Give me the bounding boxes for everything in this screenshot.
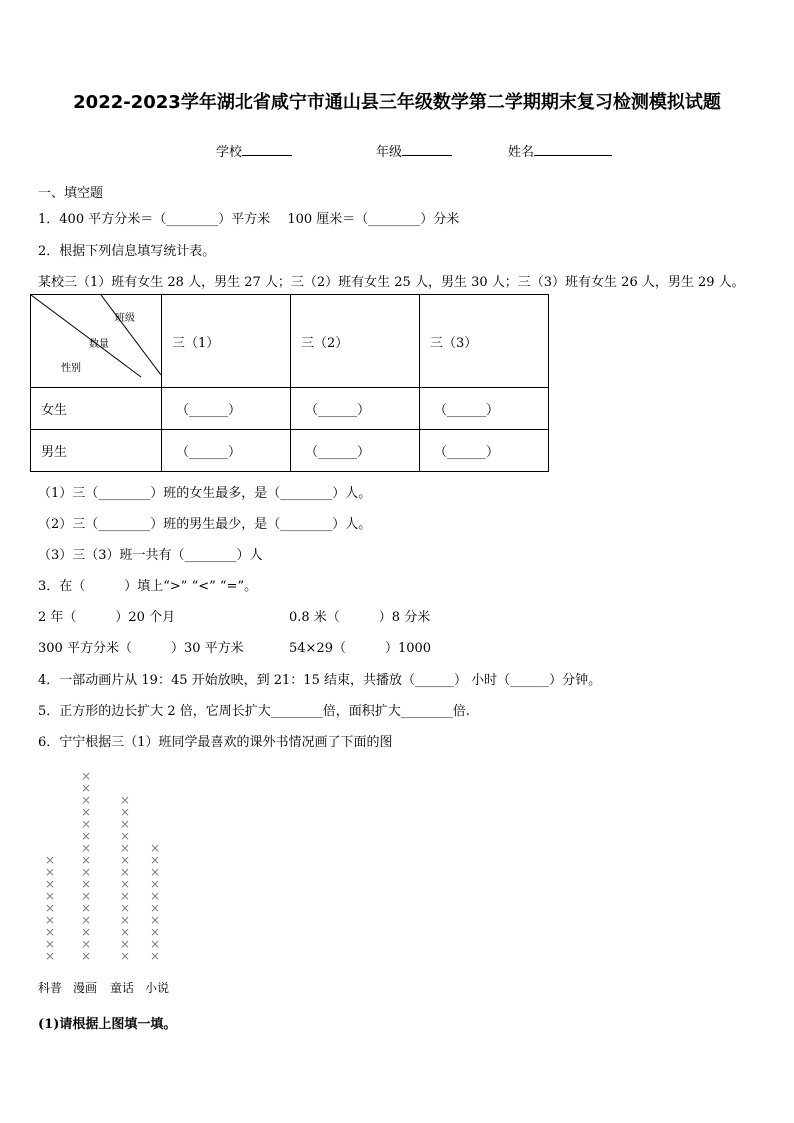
cross-mark: × bbox=[149, 937, 161, 951]
cross-mark: × bbox=[80, 841, 92, 855]
category-label: 童话 bbox=[110, 981, 135, 995]
cross-mark: × bbox=[44, 913, 56, 927]
boys-cell-2[interactable]: （______） bbox=[291, 430, 420, 472]
cross-mark: × bbox=[80, 805, 92, 819]
cross-mark: × bbox=[80, 937, 92, 951]
table-row bbox=[31, 388, 549, 430]
girls-cell-2[interactable]: （______） bbox=[291, 388, 420, 430]
question-4: 4．一部动画片从 19：45 开始放映，到 21：15 结束，共播放（______） 小时（______）分钟。 bbox=[38, 673, 602, 688]
cross-mark: × bbox=[149, 853, 161, 867]
table-row bbox=[31, 430, 549, 472]
cross-mark: × bbox=[80, 877, 92, 891]
question-3: 3．在（ ）填上“>” “<” “=”。 bbox=[38, 579, 258, 594]
grade-field[interactable] bbox=[376, 141, 452, 160]
cross-mark: × bbox=[149, 877, 161, 891]
diag-label-gender: 性别 bbox=[61, 363, 81, 374]
cross-mark: × bbox=[119, 793, 131, 807]
diag-label-class: 班级 bbox=[115, 313, 135, 324]
cross-mark: × bbox=[149, 925, 161, 939]
cross-mark: × bbox=[80, 889, 92, 903]
cross-mark: × bbox=[80, 769, 92, 783]
cross-mark: × bbox=[44, 925, 56, 939]
question-6-sub-1: (1)请根据上图填一填。 bbox=[38, 1017, 177, 1032]
cross-mark: × bbox=[80, 865, 92, 879]
cross-mark: × bbox=[80, 901, 92, 915]
header-class-1: 三（1） bbox=[162, 295, 291, 388]
cross-mark: × bbox=[119, 877, 131, 891]
cross-mark: × bbox=[119, 805, 131, 819]
cross-mark: × bbox=[80, 829, 92, 843]
category-label: 漫画 bbox=[73, 981, 98, 995]
question-1: 1．400 平方分米＝（________）平方米 100 厘米＝（________）分米 bbox=[38, 212, 460, 227]
row-label-girls: 女生 bbox=[31, 388, 162, 430]
header-class-3: 三（3） bbox=[420, 295, 549, 388]
category-label: 小说 bbox=[145, 981, 170, 995]
cross-mark: × bbox=[149, 865, 161, 879]
compare-item-2: 0.8 米（ ）8 分米 bbox=[289, 610, 431, 625]
cross-mark: × bbox=[80, 781, 92, 795]
boys-cell-1[interactable]: （______） bbox=[162, 430, 291, 472]
question-2-info: 某校三（1）班有女生 28 人，男生 27 人；三（2）班有女生 25 人，男生 30 人；三（3）班有女生 26 人，男生 29 人。 bbox=[38, 275, 745, 290]
question-2-sub-3: （3）三（3）班一共有（________）人 bbox=[38, 548, 263, 563]
pictograph-column bbox=[118, 794, 132, 962]
category-label: 科普 bbox=[38, 981, 63, 995]
cross-mark: × bbox=[149, 841, 161, 855]
question-2-sub-2: （2）三（________）班的男生最少，是（________）人。 bbox=[38, 517, 372, 532]
cross-mark: × bbox=[44, 889, 56, 903]
cross-mark: × bbox=[80, 817, 92, 831]
school-field[interactable] bbox=[216, 141, 292, 160]
cross-mark: × bbox=[119, 889, 131, 903]
cross-mark: × bbox=[80, 913, 92, 927]
girls-cell-3[interactable]: （______） bbox=[420, 388, 549, 430]
cross-mark: × bbox=[119, 817, 131, 831]
cross-mark: × bbox=[149, 949, 161, 963]
cross-mark: × bbox=[44, 877, 56, 891]
stat-table bbox=[30, 294, 549, 472]
cross-mark: × bbox=[119, 829, 131, 843]
cross-mark: × bbox=[119, 865, 131, 879]
cross-mark: × bbox=[119, 937, 131, 951]
question-2: 2．根据下列信息填写统计表。 bbox=[38, 244, 216, 259]
pictograph-column bbox=[43, 854, 57, 962]
boys-cell-3[interactable]: （______） bbox=[420, 430, 549, 472]
cross-mark: × bbox=[80, 793, 92, 807]
name-field[interactable] bbox=[508, 141, 612, 160]
question-2-sub-1: （1）三（________）班的女生最多，是（________）人。 bbox=[38, 486, 372, 501]
header-class-2: 三（2） bbox=[291, 295, 420, 388]
cross-mark: × bbox=[149, 901, 161, 915]
cross-mark: × bbox=[149, 913, 161, 927]
cross-mark: × bbox=[119, 853, 131, 867]
grade-label: 年级 bbox=[376, 145, 403, 160]
school-label: 学校 bbox=[216, 145, 243, 160]
cross-mark: × bbox=[119, 949, 131, 963]
page-title: 2022-2023学年湖北省咸宁市通山县三年级数学第二学期期末复习检测模拟试题 bbox=[73, 92, 721, 113]
question-6: 6．宁宁根据三（1）班同学最喜欢的课外书情况画了下面的图 bbox=[38, 735, 393, 750]
girls-cell-1[interactable]: （______） bbox=[162, 388, 291, 430]
cross-mark: × bbox=[80, 925, 92, 939]
cross-mark: × bbox=[80, 949, 92, 963]
compare-item-4: 54×29（ ）1000 bbox=[289, 641, 432, 656]
question-5: 5．正方形的边长扩大 2 倍，它周长扩大________倍，面积扩大________倍. bbox=[38, 704, 470, 719]
diagonal-header-cell bbox=[31, 295, 162, 388]
pictograph-column bbox=[79, 770, 93, 962]
cross-mark: × bbox=[44, 949, 56, 963]
cross-mark: × bbox=[44, 901, 56, 915]
cross-mark: × bbox=[119, 925, 131, 939]
compare-item-3: 300 平方分米（ ）30 平方米 bbox=[38, 641, 244, 656]
cross-mark: × bbox=[44, 853, 56, 867]
row-label-boys: 男生 bbox=[31, 430, 162, 472]
cross-mark: × bbox=[149, 889, 161, 903]
pictograph-column bbox=[148, 842, 162, 962]
section-heading: 一、填空题 bbox=[38, 186, 104, 201]
cross-mark: × bbox=[119, 901, 131, 915]
compare-item-1: 2 年（ ）20 个月 bbox=[38, 610, 176, 625]
cross-mark: × bbox=[119, 913, 131, 927]
cross-mark: × bbox=[44, 937, 56, 951]
cross-mark: × bbox=[44, 865, 56, 879]
name-label: 姓名 bbox=[508, 145, 535, 160]
cross-mark: × bbox=[119, 841, 131, 855]
diag-label-count: 数量 bbox=[89, 339, 109, 350]
cross-mark: × bbox=[80, 853, 92, 867]
